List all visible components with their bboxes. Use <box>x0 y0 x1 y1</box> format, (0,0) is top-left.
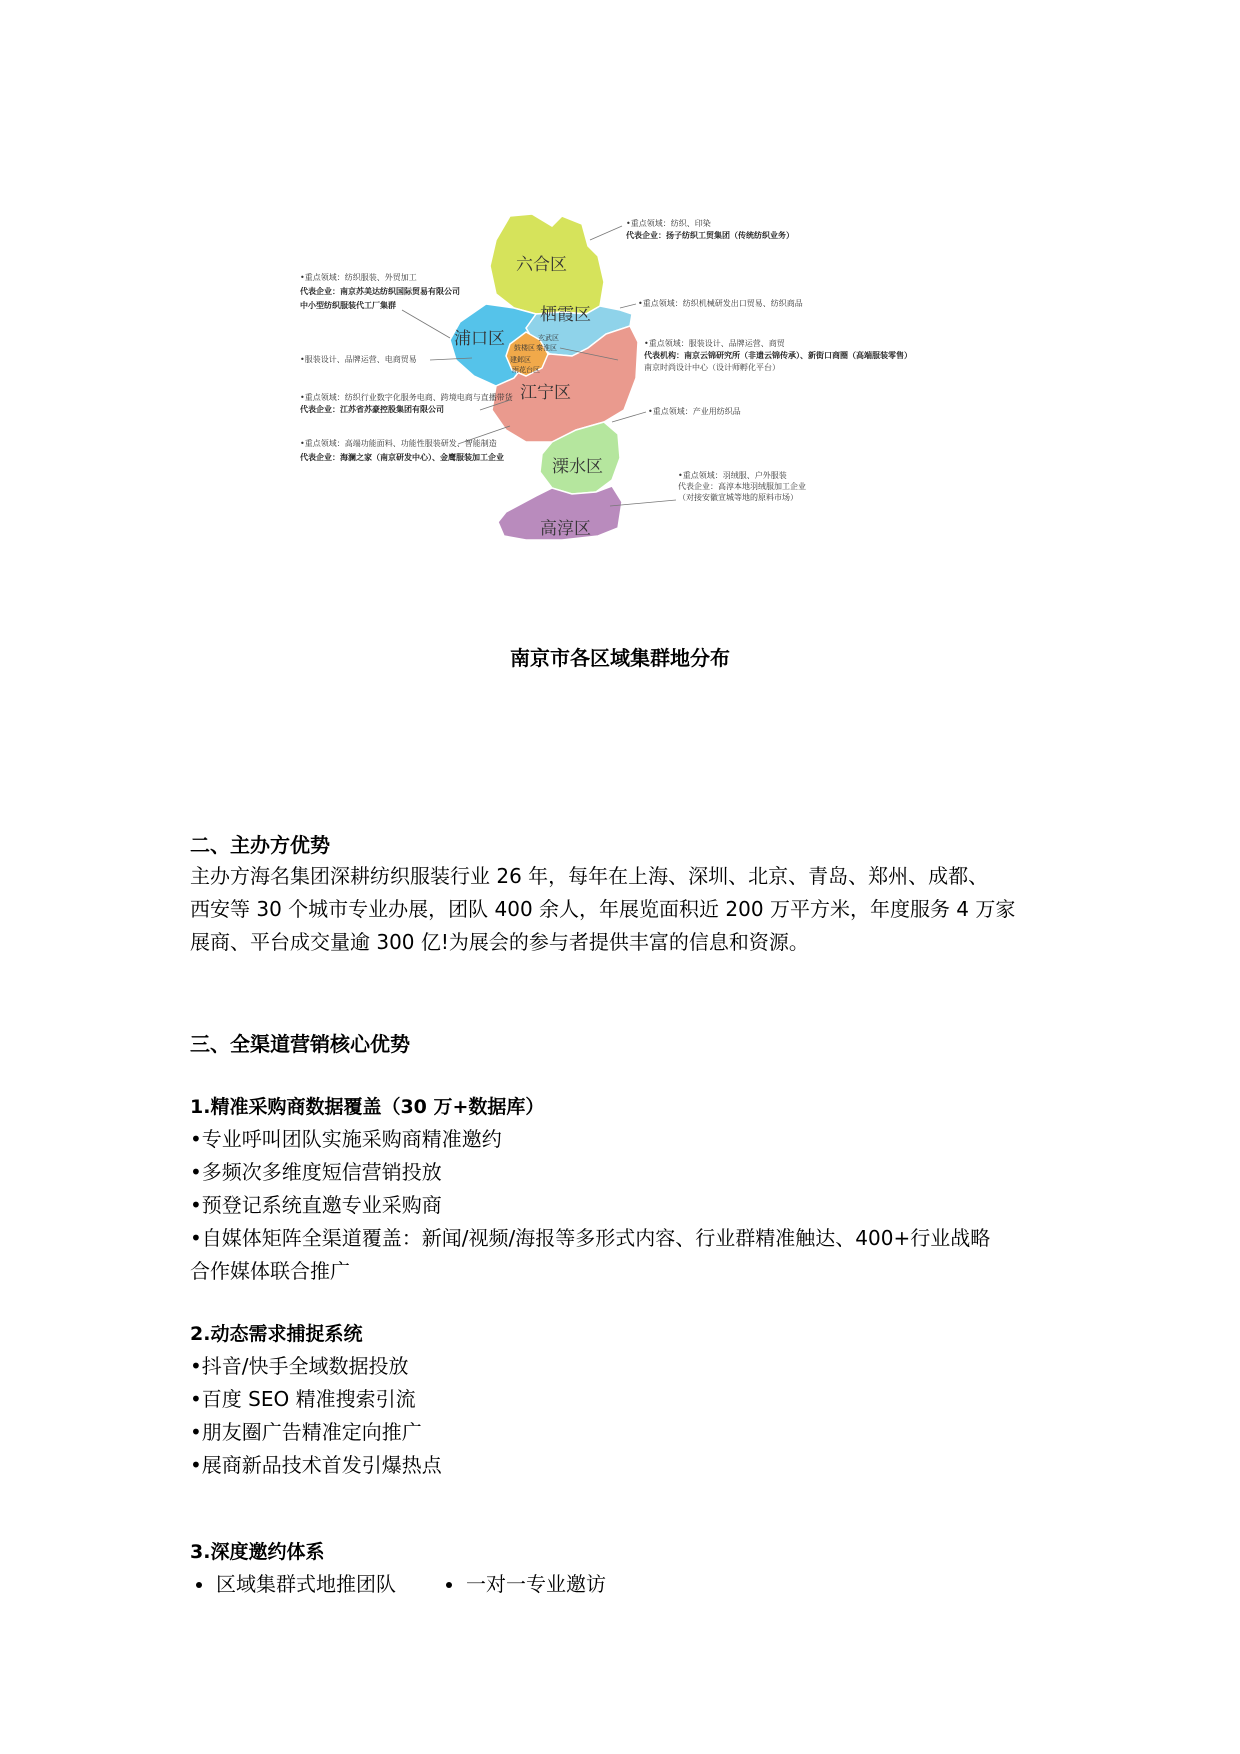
sub2-item-2: •百度 SEO 精准搜索引流 <box>190 1387 416 1411</box>
spacer <box>190 1482 1060 1536</box>
bullet-dot-icon <box>196 1582 202 1588</box>
document-body <box>190 830 1060 1601</box>
label-lishui: 溧水区 <box>552 457 603 477</box>
sub3-item <box>190 1568 396 1601</box>
sub1-item-1: •专业呼叫团队实施采购商精准邀约 <box>190 1127 502 1151</box>
nanjing-cluster-map <box>300 210 950 610</box>
note-center-1: •重点领域：服装设计、品牌运营、商贸 <box>644 339 785 348</box>
sub3-item-1: 区域集群式地推团队 <box>216 1572 396 1596</box>
label-jiangning: 江宁区 <box>520 383 571 403</box>
note-jiangning-1: •重点领域：纺织行业数字化服务电商、跨境电商与直播带货 <box>300 393 513 402</box>
spacer <box>190 1059 1060 1091</box>
sub3-title: 3.深度邀约体系 <box>190 1541 325 1563</box>
section2-line-3: 展商、平台成交量逾 300 亿!为展会的参与者提供丰富的信息和资源。 <box>190 930 809 954</box>
sub3-item-2: 一对一专业邀访 <box>466 1572 606 1596</box>
note-gaochun-2: 代表企业：高淳本地羽绒服加工企业 <box>678 482 806 491</box>
sub3-item <box>440 1568 606 1601</box>
note-gaochun-3: （对接安徽宣城等地的原料市场） <box>678 493 798 502</box>
label-inner-3: 建邺区 <box>510 356 531 364</box>
sub1-item-2: •多频次多维度短信营销投放 <box>190 1160 442 1184</box>
sub3-list <box>190 1568 1060 1601</box>
bullet-dot-icon <box>446 1582 452 1588</box>
spacer <box>190 1288 1060 1318</box>
note-pukou-4: •服装设计、品牌运营、电商贸易 <box>300 355 417 364</box>
map-svg <box>300 210 950 610</box>
label-inner-1: 鼓楼区 <box>514 344 535 352</box>
note-lishui-1: •重点领域：产业用纺织品 <box>648 407 741 416</box>
label-qixia: 栖霞区 <box>540 305 591 325</box>
sub2-item-4: •展商新品技术首发引爆热点 <box>190 1453 442 1477</box>
sub1-item-3: •预登记系统直邀专业采购商 <box>190 1193 442 1217</box>
label-inner-2: 秦淮区 <box>536 344 557 352</box>
label-pukou: 浦口区 <box>454 329 505 349</box>
label-inner-4: 雨花台区 <box>512 366 540 374</box>
label-inner-5: 玄武区 <box>538 334 559 342</box>
note-luhe-1: •重点领域：纺织、印染 <box>626 219 711 228</box>
note-center-2: 代表机构：南京云锦研究所（非遗云锦传承）、新街口商圈（高端服装零售） <box>644 351 912 360</box>
section3-title: 三、全渠道营销核心优势 <box>190 1032 410 1056</box>
section2-line-2: 西安等 30 个城市专业办展，团队 400 余人，年展览面积近 200 万平方米，年度服务 4 万家 <box>190 897 1016 921</box>
note-luhe-2: 代表企业：扬子纺织工贸集团（传统纺织业务） <box>626 231 794 240</box>
note-jiangning-3: •重点领域：高端功能面料、功能性服装研发、智能制造 <box>300 439 497 448</box>
note-gaochun-1: •重点领域：羽绒服、户外服装 <box>678 471 787 480</box>
note-pukou-3: 中小型纺织服装代工厂集群 <box>300 301 396 310</box>
note-qixia-1: •重点领域：纺织机械研发出口贸易、纺织商品 <box>638 299 803 308</box>
note-pukou-2: 代表企业：南京苏美达纺织国际贸易有限公司 <box>300 287 460 296</box>
label-gaochun: 高淳区 <box>540 519 591 539</box>
sub2-item-1: •抖音/快手全域数据投放 <box>190 1354 409 1378</box>
sub1-item-5: 合作媒体联合推广 <box>190 1259 350 1283</box>
sub2-title: 2.动态需求捕捉系统 <box>190 1323 363 1345</box>
section2-title: 二、主办方优势 <box>190 833 330 857</box>
sub1-title: 1.精准采购商数据覆盖（30 万+数据库） <box>190 1096 545 1118</box>
note-jiangning-2: 代表企业：江苏省苏豪控股集团有限公司 <box>300 405 444 414</box>
note-pukou-1: •重点领域：纺织服装、外贸加工 <box>300 273 417 282</box>
section2-line-1: 主办方海名集团深耕纺织服装行业 26 年，每年在上海、深圳、北京、青岛、郑州、成都、 <box>190 864 989 888</box>
note-center-3: 南京时尚设计中心（设计师孵化平台） <box>644 363 780 372</box>
label-luhe: 六合区 <box>516 255 567 275</box>
note-jiangning-4: 代表企业：海澜之家（南京研发中心）、金鹰服装加工企业 <box>300 453 504 462</box>
sub1-item-4: •自媒体矩阵全渠道覆盖：新闻/视频/海报等多形式内容、行业群精准触达、400+行业战略 <box>190 1226 991 1250</box>
map-caption: 南京市各区域集群地分布 <box>510 646 730 670</box>
sub2-item-3: •朋友圈广告精准定向推广 <box>190 1420 422 1444</box>
spacer <box>190 959 1060 1029</box>
